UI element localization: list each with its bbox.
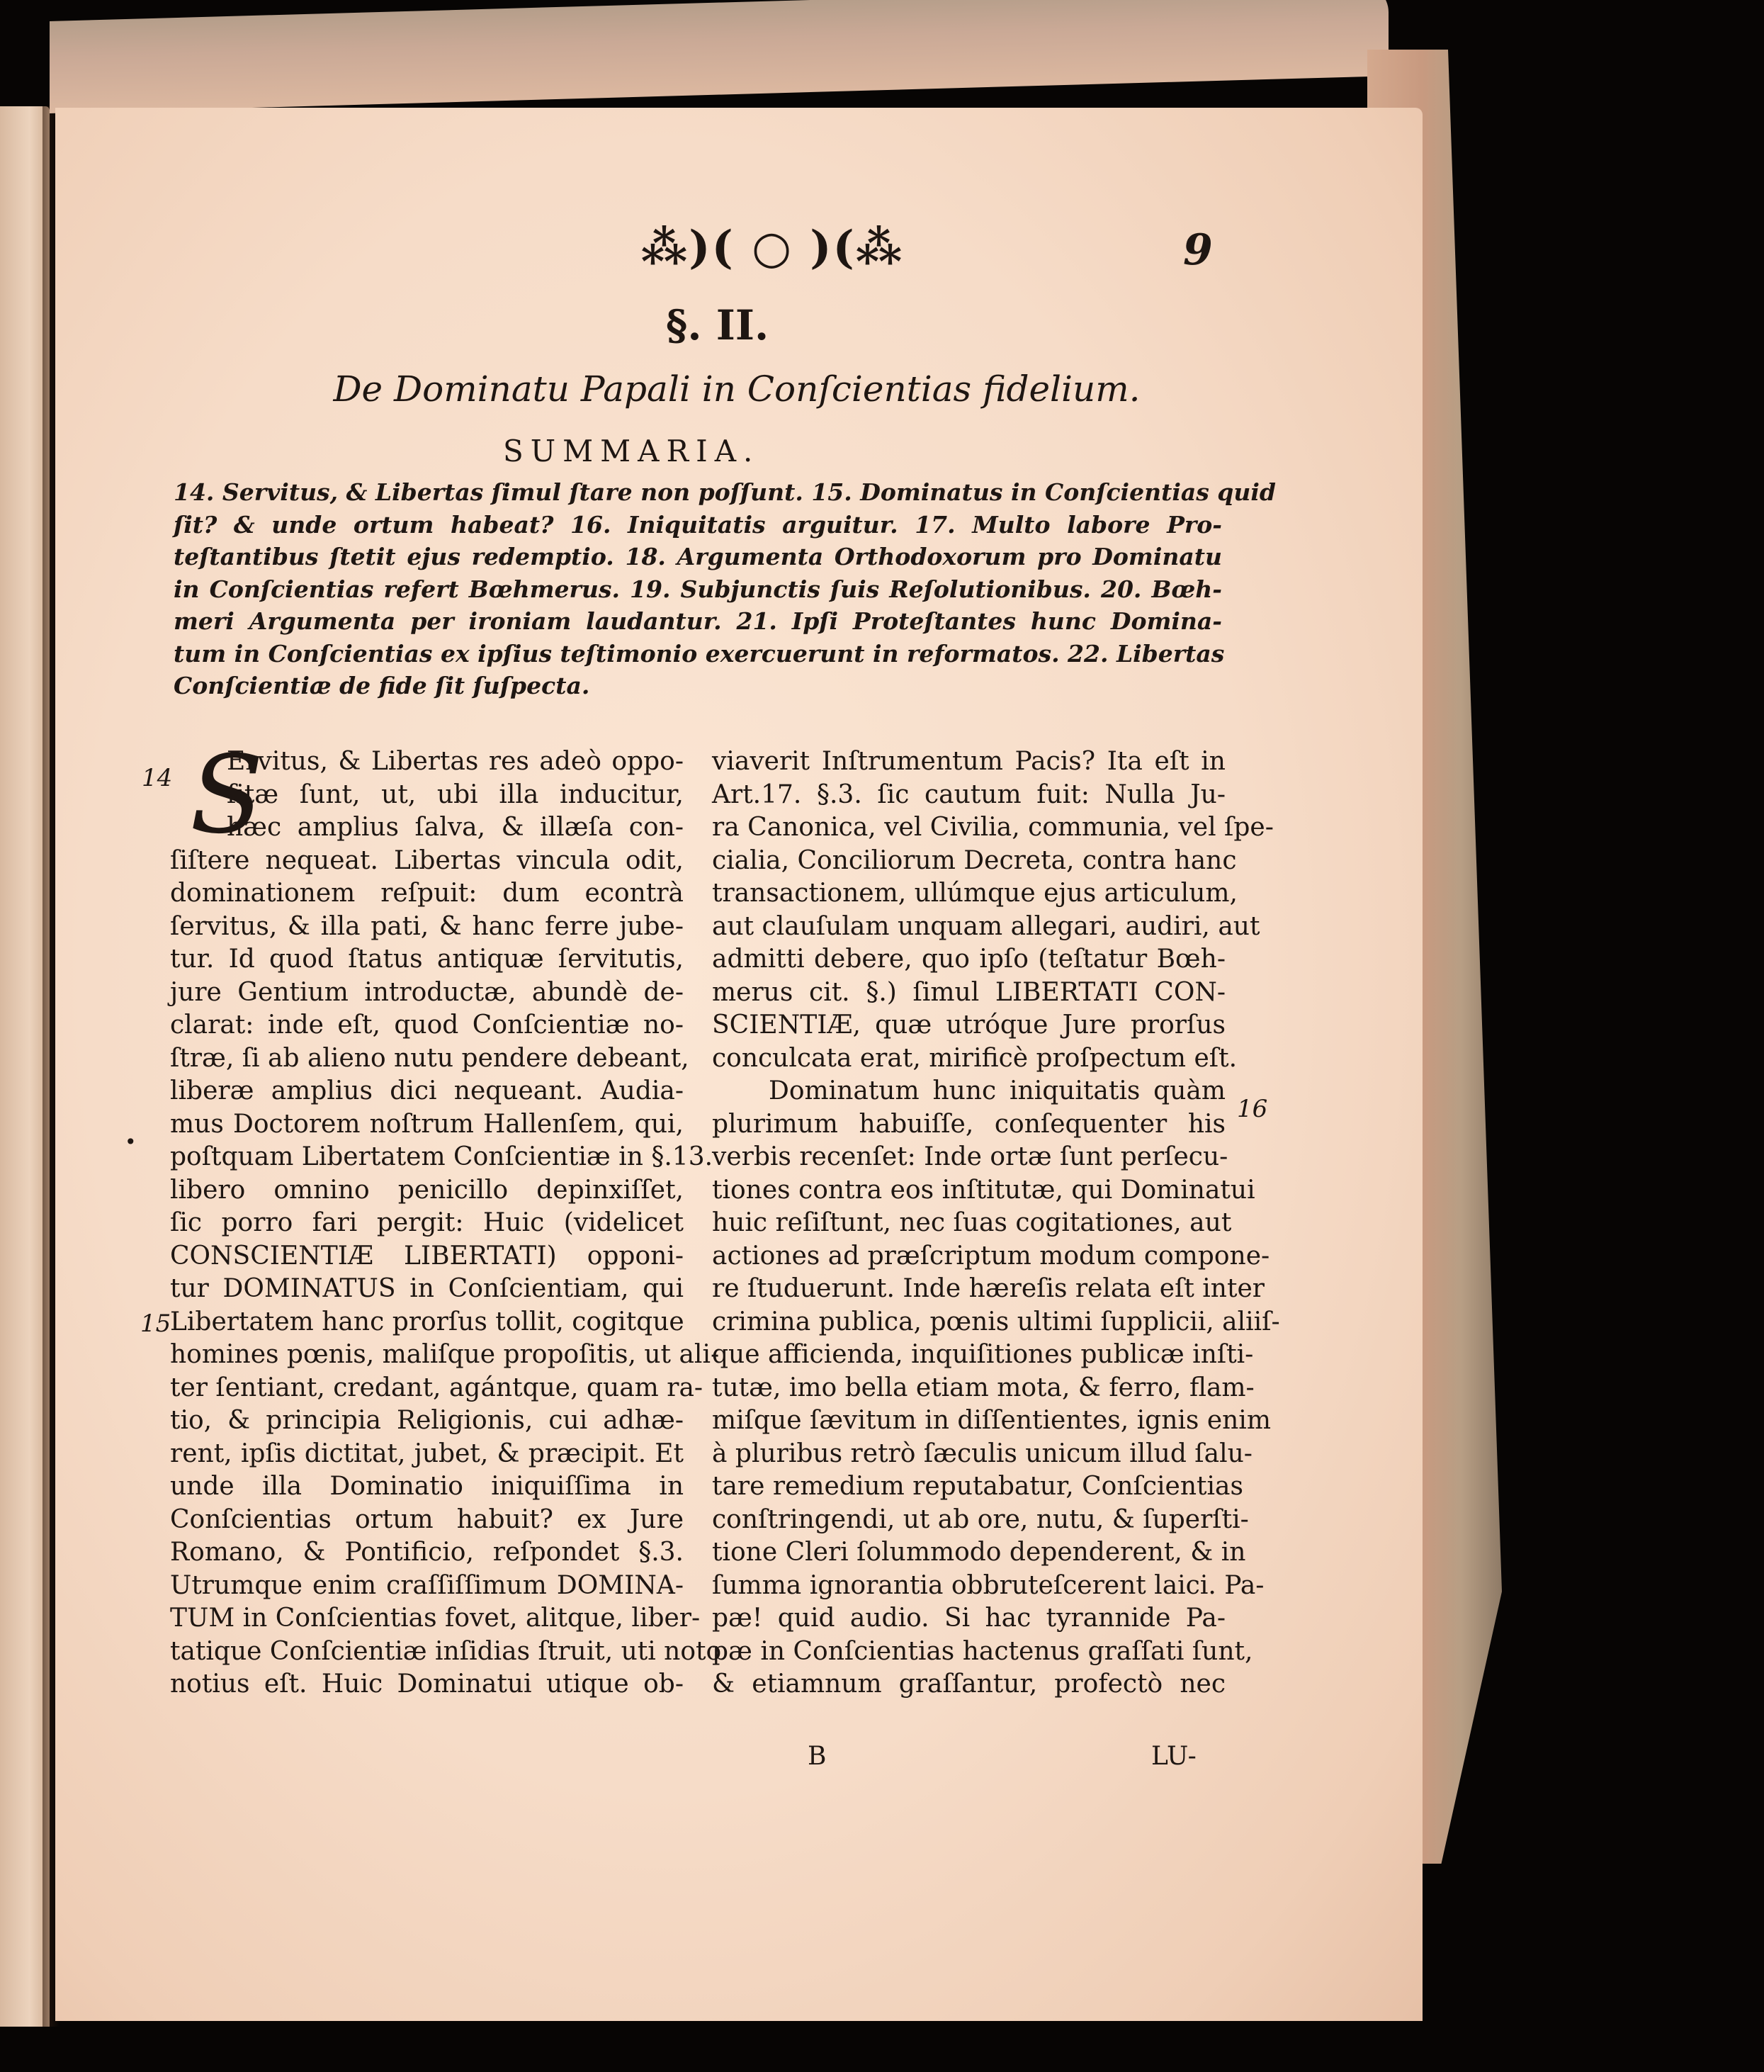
text-line: Art.17. §.3. ſic cautum fuit: Nulla Ju- xyxy=(712,779,1226,809)
text-line: poſtquam Libertatem Conſcientiæ in §.13. xyxy=(170,1142,713,1171)
text-line: ſiſtere nequeat. Libertas vincula odit, xyxy=(170,845,684,875)
text-line: re ſtuduerunt. Inde hæreſis relata eſt inter xyxy=(712,1274,1265,1303)
section-title: De Dominatu Papali in Conſcientias fidelium. xyxy=(333,368,1141,410)
text-line: Ervitus, & Libertas res adeò oppo- xyxy=(227,747,684,776)
text-line: Dominatum hunc iniquitatis quàm xyxy=(769,1076,1226,1105)
text-line: ſervitus, & illa pati, & hanc ferre jube- xyxy=(170,911,684,941)
text-line: SCIENTIÆ, quæ utróque Jure prorſus xyxy=(712,1010,1226,1040)
summaria-heading: SUMMARIA. xyxy=(503,434,760,468)
text-line: Utrumque enim craſſiſſimum DOMINA- xyxy=(170,1570,684,1600)
margin-number-16: 16 xyxy=(1237,1095,1268,1123)
text-line: TUM in Conſcientias fovet, alitque, liber- xyxy=(170,1604,701,1633)
drop-cap: S xyxy=(190,732,264,857)
text-line: rent, ipſis dictitat, jubet, & præcipit. Et xyxy=(170,1438,684,1468)
text-line: clarat: inde eſt, quod Conſcientiæ no- xyxy=(170,1010,684,1040)
text-line: huic reſiſtunt, nec ſuas cogitationes, aut xyxy=(712,1208,1232,1237)
text-line: admitti debere, quo ipſo (teſtatur Bœh- xyxy=(712,945,1226,974)
text-line: tutæ, imo bella etiam mota, & ferro, flam- xyxy=(712,1373,1255,1402)
catchword: LU- xyxy=(1151,1742,1197,1771)
text-line: notius eſt. Huic Dominatui utique ob- xyxy=(170,1670,684,1699)
text-line: actiones ad præſcriptum modum compone- xyxy=(712,1241,1270,1271)
summaria-line: ſit? & unde ortum habeat? 16. Iniquitatis arguitur. 17. Multo labore Pro- xyxy=(174,510,1222,539)
text-line: cialia, Conciliorum Decreta, contra hanc xyxy=(712,845,1237,875)
summaria-block xyxy=(174,476,1276,702)
text-line: conculcata erat, mirificè proſpectum eſt. xyxy=(712,1043,1238,1073)
summaria-line: in Conſcientias refert Bœhmerus. 19. Subjunctis ſuis Reſolutionibus. 20. Bœh- xyxy=(174,575,1222,603)
text-line: tur. Id quod ſtatus antiquæ ſervitutis, xyxy=(170,945,684,974)
text-line: miſque ſævitum in diſſentientes, ignis enim xyxy=(712,1406,1271,1435)
text-line: libero omnino penicillo depinxiſſet, xyxy=(170,1175,684,1205)
left-column xyxy=(170,745,722,1701)
text-line: ſitæ ſunt, ut, ubi illa inducitur, xyxy=(227,779,684,809)
text-line: Conſcientias ortum habuit? ex Jure xyxy=(170,1504,684,1534)
text-line: crimina publica, pœnis ultimi ſupplicii, aliiſ- xyxy=(712,1307,1280,1336)
text-line: homines pœnis, maliſque propoſitis, ut ali- xyxy=(170,1340,720,1369)
text-line: transactionem, ullúmque ejus articulum, xyxy=(712,879,1238,908)
text-line: pæ! quid audio. Si hac tyrannide Pa- xyxy=(712,1604,1226,1633)
text-line: tatique Conſcientiæ inſidias ſtruit, uti noto xyxy=(170,1636,722,1666)
ink-dot-mark: • xyxy=(125,1130,137,1154)
summaria-line: meri Argumenta per ironiam laudantur. 21. Ipſi Proteſtantes hunc Domina- xyxy=(174,607,1222,635)
text-line: à pluribus retrò ſæculis unicum illud ſalu- xyxy=(712,1438,1253,1468)
text-line: Libertatem hanc prorſus tollit, cogitque xyxy=(170,1307,684,1336)
text-line: verbis recenſet: Inde ortæ ſunt perſecu- xyxy=(712,1142,1228,1171)
text-line: pæ in Conſcientias hactenus graſſati ſunt, xyxy=(712,1636,1253,1666)
text-line: aut clauſulam unquam allegari, audiri, aut xyxy=(712,911,1260,941)
summaria-line: teſtantibus ſtetit ejus redemptio. 18. Argumenta Orthodoxorum pro Dominatu xyxy=(174,543,1222,570)
section-number: §. II. xyxy=(666,301,769,349)
text-line: plurimum habuiſſe, conſequenter his xyxy=(712,1109,1226,1139)
summaria-line: tum in Conſcientias ex ipſius teſtimonio exercuerunt in reformatos. 22. Libertas xyxy=(174,639,1225,668)
running-head-ornament: ⁂)( ○ )(⁂ xyxy=(640,221,904,274)
text-line: merus cit. §.) ſimul LIBERTATI CON- xyxy=(712,977,1226,1007)
margin-number-14: 14 xyxy=(142,764,173,792)
text-line: jure Gentium introductæ, abundè de- xyxy=(170,977,684,1007)
text-line: tione Cleri ſolummodo dependerent, & in xyxy=(712,1538,1246,1567)
text-line: ſtræ, ſi ab alieno nutu pendere debeant, xyxy=(170,1043,689,1073)
text-line: ter ſentiant, credant, agántque, quam ra- xyxy=(170,1373,703,1402)
text-line: ra Canonica, vel Civilia, communia, vel ſpe- xyxy=(712,813,1274,842)
page-number: 9 xyxy=(1183,225,1213,275)
signature-mark: B xyxy=(808,1742,827,1771)
text-line: que afficienda, inquiſitiones publicæ inſti- xyxy=(712,1340,1254,1369)
text-line: tiones contra eos inſtitutæ, qui Dominatui xyxy=(712,1175,1255,1205)
text-line: mus Doctorem noſtrum Hallenſem, qui, xyxy=(170,1109,684,1139)
text-line: hæc amplius ſalva, & illæſa con- xyxy=(227,813,684,842)
text-line: tio, & principia Religionis, cui adhæ- xyxy=(170,1406,684,1435)
summaria-line: Conſcientiæ de fide ſit ſuſpecta. xyxy=(174,672,590,699)
text-line: dominationem reſpuit: dum econtrà xyxy=(170,879,684,908)
text-line: tur DOMINATUS in Conſcientiam, qui xyxy=(170,1274,684,1303)
text-line: Romano, & Pontificio, reſpondet §.3. xyxy=(170,1538,684,1567)
summaria-line: 14. Servitus, & Libertas ſimul ſtare non poſſunt. 15. Dominatus in Conſcientias quid xyxy=(174,478,1276,506)
text-line: tare remedium reputabatur, Conſcientias xyxy=(712,1472,1243,1501)
text-line: liberæ amplius dici nequeant. Audia- xyxy=(170,1076,684,1105)
text-line: conſtringendi, ut ab ore, nutu, & ſuperſti- xyxy=(712,1504,1249,1534)
text-line: viaverit Inſtrumentum Pacis? Ita eſt in xyxy=(712,747,1226,776)
text-line: ſumma ignorantia obbruteſcerent laici. Pa- xyxy=(712,1570,1265,1600)
text-line: & etiamnum graſſantur, profectò nec xyxy=(712,1670,1226,1699)
margin-number-15: 15 xyxy=(140,1310,171,1338)
text-line: CONSCIENTIÆ LIBERTATI) opponi- xyxy=(170,1241,684,1271)
text-line: unde illa Dominatio iniquiſſima in xyxy=(170,1472,684,1501)
text-line: ſic porro fari pergit: Huic (videlicet xyxy=(170,1208,684,1237)
book-block-top-edge xyxy=(50,0,1389,113)
